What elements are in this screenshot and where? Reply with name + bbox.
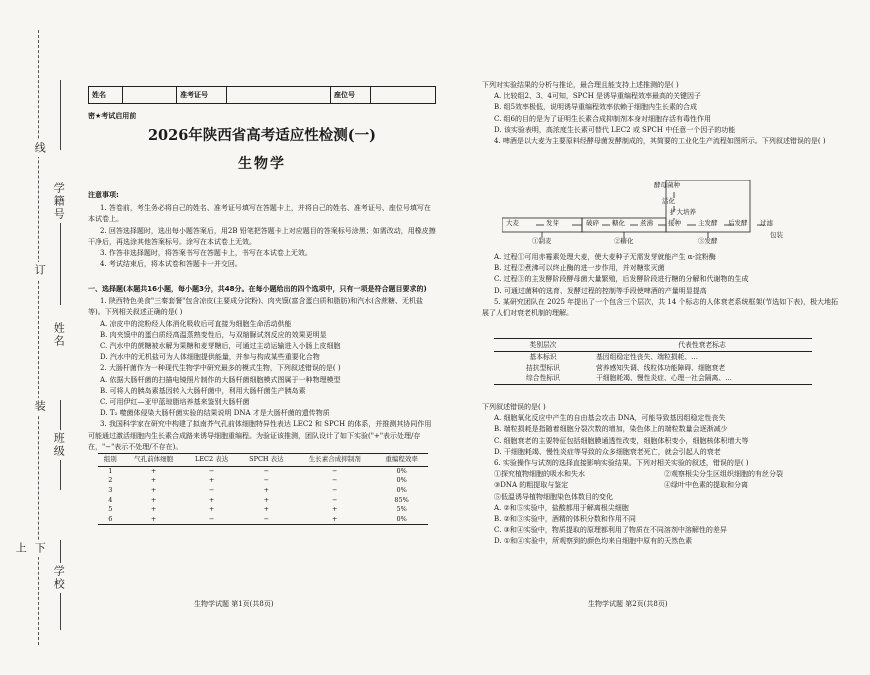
section1: [88, 284, 436, 525]
diagram-inoculate: 接种: [668, 219, 681, 227]
table-row: [98, 505, 428, 515]
table-cell: −: [332, 486, 338, 495]
q1-option: B. 肉夹馍中的蛋白质经高温蒸熟变性后，与双缩脲试剂反应的效果更明显: [100, 330, 327, 339]
q5-option: A. 细胞氧化反应中产生的自由基会攻击 DNA，可能导致基因组稳定性丧失: [494, 414, 726, 423]
table-cell: 3: [108, 486, 113, 495]
q3-col-header: LEC2 表达: [185, 454, 239, 467]
table-cell: +: [123, 515, 185, 525]
table-cell: −: [332, 495, 338, 504]
footer-right: 生物学试题 第2页(共8页): [588, 600, 668, 608]
q6-item: ①探究植物细胞的吸水和失水: [494, 470, 585, 479]
table-cell: 5%: [396, 505, 407, 514]
q4-option: B. 过程②煮沸可以终止酶的进一步作用，并对糖浆灭菌: [494, 264, 665, 273]
q3-option: A. 比较组2、3、4可知，SPCH 是诱导重编程效率最高的关键因子: [494, 92, 702, 101]
q5-col-header: 代表性衰老标志: [592, 339, 812, 352]
table-row: [98, 476, 428, 486]
q3-table: [98, 453, 428, 525]
table-row: [98, 515, 428, 525]
q5-q6-section: [482, 402, 842, 548]
q6-items-row: [482, 480, 842, 491]
table-cell: +: [208, 476, 215, 485]
table-cell: 4: [108, 495, 113, 504]
brewing-flow-diagram: [502, 180, 792, 248]
diagram-crush: 破碎: [586, 219, 599, 227]
table-row: [98, 466, 428, 476]
diagram-stage-1: ①制麦: [532, 237, 552, 245]
table-cell: 5: [108, 505, 113, 514]
q3-col-header: 生长素合成抑制剂: [294, 454, 375, 467]
fill-line-student-id: [60, 80, 61, 150]
q1-stem: 1. 陕西特色美食"三秦套餐"包含凉皮(主要成分淀粉)、肉夹馍(富含蛋白质和脂肪)和汽水(含蔗糖、无机盐等)。下列相关叙述正确的是( ): [88, 297, 423, 317]
q5-option: B. 端粒损耗是指随着细胞分裂次数的增加，染色体上的端粒数量会逐渐减少: [494, 425, 728, 434]
table-cell: +: [208, 505, 215, 514]
table-cell: −: [185, 515, 239, 525]
table-row: [98, 496, 428, 506]
diagram-saccharify: 糖化: [612, 219, 625, 227]
table-row: [494, 363, 812, 374]
table-cell: −: [239, 515, 295, 525]
table-cell: 2: [108, 476, 113, 485]
table-cell: 基本标识: [529, 353, 557, 362]
q3-tail-stem: 下列对实验结果的分析与推论，最合理且能支持上述推测的是( ): [482, 81, 679, 89]
table-cell: 0%: [396, 466, 407, 475]
q6-item: ⑤低温诱导植物细胞染色体数目的变化: [494, 492, 613, 501]
table-cell: +: [263, 505, 270, 514]
table-cell: 85%: [394, 495, 409, 504]
q4-option: A. 过程①可用赤霉素处理大麦，使大麦种子无需发芽就能产生 α-淀粉酶: [494, 253, 716, 261]
table-cell: +: [150, 476, 157, 485]
seat-field[interactable]: [371, 87, 435, 103]
table-cell: +: [150, 505, 157, 514]
exam-title: 2026年陕西省高考适应性检测(一): [147, 127, 377, 144]
diagram-expand: 扩大培养: [670, 208, 696, 216]
q5-option: D. 干细胞耗竭、慢性炎症等导致的众多细胞衰老死亡，就会引起人的衰老: [494, 447, 721, 456]
q4-option: C. 过程③的主发酵阶段酵母菌大量繁殖，后发酵阶段进行糖的分解和代谢物的生成: [494, 275, 749, 284]
note-item: 3. 作答非选择题时，将答案书写在答题卡上，书写在本试卷上无效。: [100, 249, 312, 258]
table-cell: 基因组稳定性丧失、端粒损耗、…: [596, 353, 698, 362]
notes-section: [88, 190, 436, 270]
subject-title: 生物学: [238, 156, 286, 172]
diagram-main-ferment: 主发酵: [698, 219, 718, 227]
q6-item: ③DNA 的粗提取与鉴定: [494, 481, 569, 490]
table-cell: +: [332, 505, 338, 514]
note-item: 2. 回答选择题时，选出每小题答案后，用2B 铅笔把答题卡上对应题目的答案标号涂黑；如需改动，用橡皮擦干净后，再选涂其他答案标号。涂写在本试卷上无效。: [88, 226, 436, 246]
table-cell: −: [332, 476, 338, 485]
q6-item: ④绿叶中色素的提取和分离: [664, 481, 748, 490]
q6-option: A. ②和⑤实验中，盐酸都用于解离根尖细胞: [494, 503, 629, 512]
q5-table: [494, 338, 812, 385]
table-cell: +: [263, 486, 270, 495]
binding-mark-down: 下: [33, 542, 47, 555]
seat-label: 座位号: [331, 87, 371, 103]
diagram-yeast: 酵母菌种: [654, 181, 680, 189]
table-cell: 0%: [396, 486, 407, 495]
q3-continued: [482, 80, 842, 147]
table-row: [98, 486, 428, 496]
candidate-info-box: [88, 86, 436, 104]
table-cell: 综合性标识: [494, 373, 592, 384]
table-cell: 拮抗型标识: [526, 363, 560, 372]
q2-option: D. T₂ 噬菌体侵染大肠杆菌实验的结果说明 DNA 才是大肠杆菌的遗传物质: [100, 409, 330, 418]
q3-option: D. 该实验表明，高浓度生长素可替代 LEC2 或 SPCH 中任意一个因子的功能: [494, 125, 736, 134]
q4-options: [482, 252, 842, 319]
table-cell: −: [208, 486, 215, 495]
table-row: [494, 352, 812, 363]
q3-col-header: 组别: [98, 454, 123, 467]
q1-option: A. 凉皮中的淀粉经人体消化吸收后可直接为细胞生命活动供能: [100, 319, 292, 328]
q4-stem: 4. 啤酒是以大麦为主要原料经酵母菌发酵制成的，其简要的工业化生产流程如图所示。下列叙述错误的是( ): [494, 137, 826, 146]
q5-col-header: 类别层次: [494, 339, 592, 352]
diagram-stage-3: ③发酵: [698, 237, 718, 245]
table-cell: −: [263, 466, 270, 475]
diagram-sprout: 发芽: [546, 219, 559, 227]
note-item: 1. 答卷前，考生务必将自己的姓名、准考证号填写在答题卡上，并将自己的姓名、准考证号、座位号填写在本试卷上。: [88, 204, 431, 224]
diagram-boil: 煮沸: [640, 219, 653, 227]
footer-left: 生物学试题 第1页(共8页): [194, 600, 274, 608]
diagram-barley: 大麦: [506, 219, 519, 227]
name-label-strip: 姓名: [52, 322, 66, 348]
note-item: 4. 考试结束后，将本试卷和答题卡一并交回。: [100, 260, 242, 269]
diagram-stage-2: ②糖化: [614, 237, 634, 245]
q5-stem2: 下列叙述错误的是( ): [482, 403, 546, 411]
diagram-post-ferment: 后发酵: [728, 219, 748, 227]
table-cell: +: [208, 495, 215, 504]
table-cell: +: [150, 495, 157, 504]
table-cell: 干细胞耗竭、慢性炎症、心理一社会隔离、…: [592, 373, 812, 384]
q2-option: B. 可将人的胰岛素基因转入大肠杆菌中，利用大肠杆菌生产胰岛素: [100, 386, 306, 395]
binding-strip: [0, 0, 78, 675]
q6-option: B. ②和③实验中，酒精的体积分数和作用不同: [494, 515, 636, 524]
q5-option: C. 细胞衰老的主要特征包括细胞膜通透性改变，细胞体积变小，细胞核体积增大等: [494, 436, 749, 445]
q5-stem: 5. 某研究团队在 2025 年提出了一个包含三个层次，共 14 个标志的人体衰老系统框架(节选如下表)，极大地拓展了人们对衰老机制的理解。: [482, 297, 838, 318]
ticket-field[interactable]: [227, 87, 331, 103]
q4-option: D. 可通过菌种的选育、发酵过程的控制等手段使啤酒的产量明显提高: [494, 286, 707, 295]
table-cell: +: [150, 466, 157, 475]
binding-mark-zhuang: 装: [33, 400, 47, 413]
school-label: 学校: [52, 565, 66, 591]
q3-option: B. 组5效率极低，说明诱导重编程效率依赖于细胞内生长素的合成: [494, 103, 698, 112]
binding-mark-xian: 线: [33, 142, 47, 155]
name-label: 姓名: [89, 87, 123, 103]
student-id-label: 学籍号: [52, 182, 66, 221]
q6-items-row: [482, 469, 842, 480]
table-cell: −: [208, 466, 215, 475]
table-cell: 0%: [396, 476, 407, 485]
q6-item: ②观察根尖分生区组织细胞的有丝分裂: [664, 470, 783, 479]
table-cell: +: [294, 515, 375, 525]
class-label: 班级: [52, 432, 66, 458]
q6-option: D. ①和④实验中，所观察到的颜色均来自细胞中原有的天然色素: [494, 537, 693, 546]
binding-mark-ding: 订: [33, 264, 47, 277]
notes-heading: 注意事项:: [88, 191, 119, 199]
q3-option: C. 组6的目的是为了证明生长素合成抑制剂本身对细胞存活有毒性作用: [494, 114, 712, 123]
binding-mark-up: 上: [14, 542, 28, 555]
diagram-package: 包装: [770, 231, 783, 239]
q6-stem: 6. 实验操作与试剂的选择直接影响实验结果。下列对相关实验的叙述，错误的是( ): [494, 459, 749, 468]
q3-col-header: 重编程效率: [375, 454, 428, 467]
q2-option: A. 依据大肠杆菌的扫描电镜照片制作的大肠杆菌细胞模式图属于一种物理模型: [100, 375, 341, 384]
section1-heading: 一、选择题(本题共16小题，每小题3分，共48分。在每小题给出的四个选项中，只有一项是符合题目要求的): [88, 285, 427, 293]
q1-option: C. 汽水中的蔗糖被水解为果糖和麦芽糖后，可通过主动运输进入小肠上皮细胞: [100, 342, 341, 351]
name-field[interactable]: [123, 87, 177, 103]
diagram-activate: 活化: [662, 197, 675, 205]
table-cell: 6: [98, 515, 123, 525]
table-cell: −: [263, 476, 270, 485]
table-cell: −: [332, 466, 338, 475]
table-cell: +: [263, 495, 270, 504]
q3-col-header: 气孔前体细胞: [123, 454, 185, 467]
table-cell: 0%: [375, 515, 428, 525]
q2-option: C. 可用伊红—亚甲蓝琼脂培养基来鉴别大肠杆菌: [100, 398, 250, 407]
ticket-label: 准考证号: [177, 87, 227, 103]
table-cell: 营养感知失调、线粒体功能障碍、细胞衰老: [596, 363, 726, 372]
diagram-filter: 过滤: [760, 219, 773, 227]
q6-option: C. ③和④实验中，物质提取的原理都利用了物质在不同溶剂中溶解性的差异: [494, 526, 727, 535]
q3-stem: 3. 我国科学家在研究中构建了拟南芥气孔前体细胞特异性表达 LEC2 和 SPCH 的体系，并推测其协同作用可能通过激活细胞内生长素合成路来诱导细胞重编程。为验证该推测，团队设计了如下实验("+"表示处理/存在，"−"表示不处理/不存在)。: [88, 420, 432, 451]
secret-mark: 密★考试启用前: [88, 112, 137, 120]
q1-option: D. 汽水中的无机盐可为人体细胞提供能量，并参与构成某些重要化合物: [100, 353, 320, 362]
q3-col-header: SPCH 表达: [239, 454, 295, 467]
table-cell: +: [150, 486, 157, 495]
table-row: [494, 373, 812, 384]
q2-stem: 2. 大肠杆菌作为一种现代生物学中研究最多的模式生物，下列叙述错误的是( ): [100, 364, 341, 373]
table-cell: 1: [108, 466, 113, 475]
